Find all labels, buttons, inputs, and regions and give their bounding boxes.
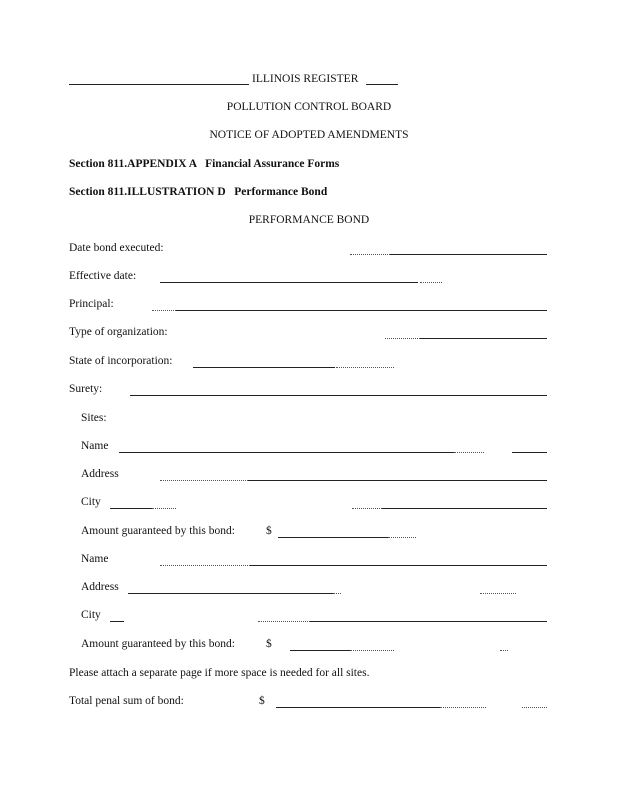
site1-name-field[interactable] <box>119 452 454 453</box>
site2-city-field[interactable] <box>110 621 124 622</box>
site2-dollar-sign: $ <box>266 638 272 650</box>
effective-date-field[interactable] <box>160 282 418 283</box>
site1-name-field-dots <box>454 452 484 453</box>
site1-city-label: City <box>81 496 101 508</box>
site2-amount-right-dots <box>500 650 508 651</box>
site2-amount-field-dots <box>350 650 394 651</box>
site1-city-field[interactable] <box>110 508 152 509</box>
board-title: POLLUTION CONTROL BOARD <box>226 101 392 113</box>
total-penal-sum-field[interactable] <box>276 707 440 708</box>
site1-dollar-sign: $ <box>266 525 272 537</box>
site2-amount-label: Amount guaranteed by this bond: <box>81 638 235 650</box>
site1-address-field-dots <box>160 480 248 481</box>
site2-city-right-field[interactable] <box>310 621 547 622</box>
date-executed-field[interactable] <box>390 254 547 255</box>
state-incorporation-field-dots <box>336 367 394 368</box>
site1-amount-label: Amount guaranteed by this bond: <box>81 525 235 537</box>
principal-field-dots <box>152 310 176 311</box>
site1-address-field[interactable] <box>248 480 547 481</box>
principal-field[interactable] <box>176 310 547 311</box>
site2-name-label: Name <box>81 553 109 565</box>
total-penal-sum-field-dots <box>440 707 486 708</box>
total-penal-sum-right-dots <box>522 707 547 708</box>
site1-name-label: Name <box>81 440 109 452</box>
site1-city-field-dots <box>152 508 176 509</box>
site1-city-right-field[interactable] <box>382 508 547 509</box>
site2-address-field-dots <box>333 593 341 594</box>
date-executed-field-dots <box>350 254 390 255</box>
surety-field[interactable] <box>130 395 547 396</box>
sites-label: Sites: <box>81 412 107 424</box>
surety-label: Surety: <box>69 383 103 395</box>
site2-city-label: City <box>81 609 101 621</box>
form-title: PERFORMANCE BOND <box>248 214 370 226</box>
section-appendix: Section 811.APPENDIX A Financial Assurance Forms <box>69 158 340 170</box>
state-incorporation-label: State of incorporation: <box>69 355 173 367</box>
organization-type-label: Type of organization: <box>69 326 168 338</box>
state-incorporation-field[interactable] <box>193 367 335 368</box>
section-illustration: Section 811.ILLUSTRATION D Performance Bond <box>69 186 328 198</box>
register-line-right <box>366 84 398 85</box>
principal-label: Principal: <box>69 298 114 310</box>
site2-name-field[interactable] <box>250 565 547 566</box>
register-line-left <box>69 84 249 85</box>
attach-note: Please attach a separate page if more space is needed for all sites. <box>69 667 370 679</box>
site1-amount-field-dots <box>388 537 416 538</box>
organization-type-field[interactable] <box>420 338 547 339</box>
site2-name-field-dots <box>160 565 250 566</box>
effective-date-label: Effective date: <box>69 270 137 282</box>
notice-title: NOTICE OF ADOPTED AMENDMENTS <box>209 129 409 141</box>
total-dollar-sign: $ <box>259 695 265 707</box>
site1-address-label: Address <box>81 468 119 480</box>
site2-address-right-dots <box>480 593 516 594</box>
site1-city-right-dots <box>352 508 382 509</box>
site2-city-right-dots <box>258 621 310 622</box>
site1-amount-field[interactable] <box>278 537 388 538</box>
site2-address-label: Address <box>81 581 119 593</box>
effective-date-field-dots <box>420 282 442 283</box>
site1-name-field-end <box>512 452 547 453</box>
register-title: ILLINOIS REGISTER <box>252 73 359 85</box>
organization-type-field-dots <box>385 338 420 339</box>
site2-address-field[interactable] <box>128 593 333 594</box>
total-penal-sum-label: Total penal sum of bond: <box>69 695 184 707</box>
date-executed-label: Date bond executed: <box>69 242 164 254</box>
site2-amount-field[interactable] <box>290 650 350 651</box>
